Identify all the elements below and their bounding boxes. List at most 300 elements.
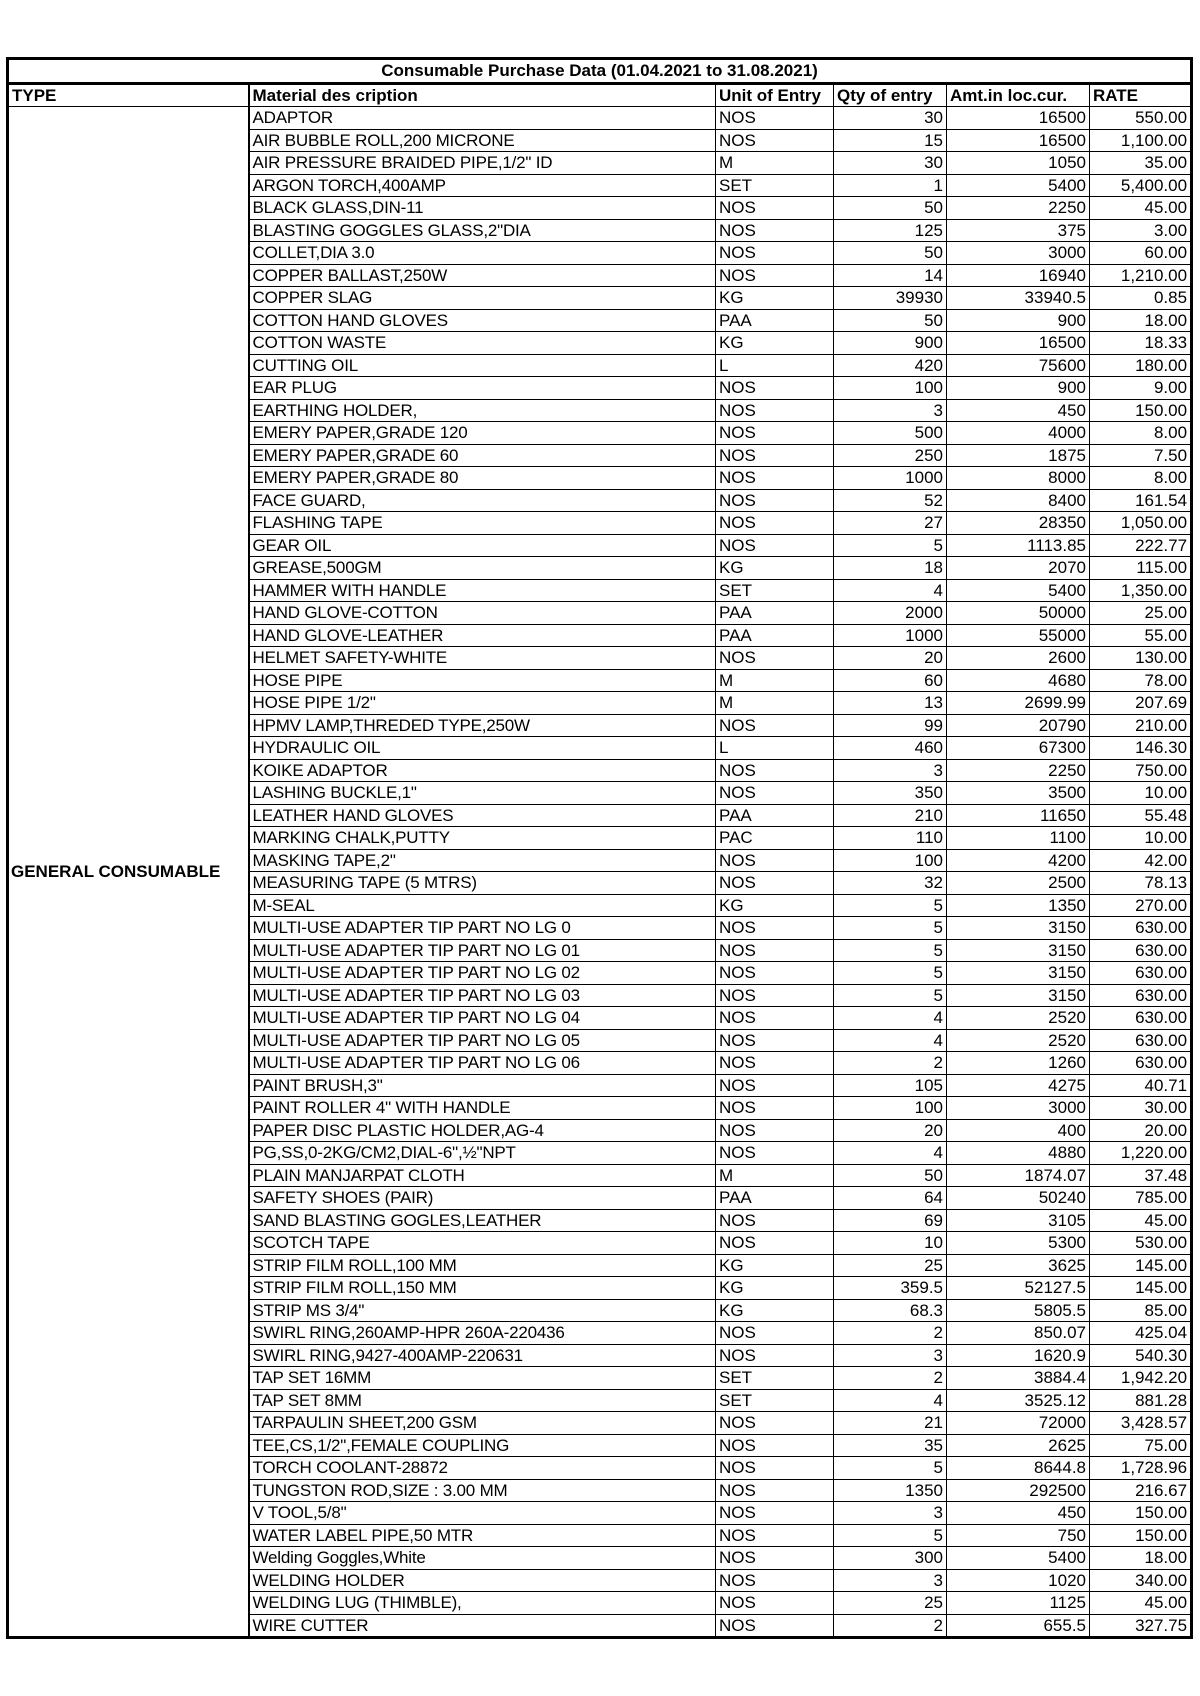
qty-cell: 52	[834, 489, 947, 512]
qty-cell: 125	[834, 219, 947, 242]
material-description-cell: MARKING CHALK,PUTTY	[249, 827, 716, 850]
rate-cell: 145.00	[1090, 1277, 1192, 1300]
qty-cell: 2	[834, 1614, 947, 1638]
unit-cell: NOS	[716, 512, 834, 535]
unit-cell: NOS	[716, 242, 834, 265]
material-description-cell: MEASURING TAPE (5 MTRS)	[249, 872, 716, 895]
qty-cell: 3	[834, 1344, 947, 1367]
amount-cell: 450	[947, 1502, 1090, 1525]
rate-cell: 145.00	[1090, 1254, 1192, 1277]
amount-cell: 52127.5	[947, 1277, 1090, 1300]
rate-cell: 630.00	[1090, 939, 1192, 962]
header-row	[8, 83, 1192, 107]
qty-cell: 5	[834, 984, 947, 1007]
unit-cell: PAA	[716, 1187, 834, 1210]
material-description-cell: HELMET SAFETY-WHITE	[249, 647, 716, 670]
material-description-cell: TARPAULIN SHEET,200 GSM	[249, 1412, 716, 1435]
unit-cell: NOS	[716, 1479, 834, 1502]
amount-cell: 3150	[947, 939, 1090, 962]
rate-cell: 340.00	[1090, 1569, 1192, 1592]
rate-cell: 1,942.20	[1090, 1367, 1192, 1390]
rate-cell: 150.00	[1090, 399, 1192, 422]
qty-cell: 359.5	[834, 1277, 947, 1300]
amount-cell: 2070	[947, 557, 1090, 580]
rate-cell: 85.00	[1090, 1299, 1192, 1322]
unit-cell: NOS	[716, 1344, 834, 1367]
rate-cell: 207.69	[1090, 692, 1192, 715]
material-description-cell: HOSE PIPE	[249, 669, 716, 692]
material-description-cell: TORCH COOLANT-28872	[249, 1457, 716, 1480]
amount-cell: 1100	[947, 827, 1090, 850]
amount-cell: 5805.5	[947, 1299, 1090, 1322]
material-description-cell: SAFETY SHOES (PAIR)	[249, 1187, 716, 1210]
amount-cell: 750	[947, 1524, 1090, 1547]
rate-cell: 40.71	[1090, 1074, 1192, 1097]
amount-cell: 8400	[947, 489, 1090, 512]
qty-cell: 4	[834, 1029, 947, 1052]
rate-cell: 270.00	[1090, 894, 1192, 917]
rate-cell: 0.85	[1090, 287, 1192, 310]
unit-cell: NOS	[716, 534, 834, 557]
rate-cell: 55.00	[1090, 624, 1192, 647]
table-row	[8, 107, 1192, 130]
rate-cell: 630.00	[1090, 962, 1192, 985]
qty-cell: 1000	[834, 624, 947, 647]
type-cell: GENERAL CONSUMABLE	[8, 107, 249, 1638]
header-type: TYPE	[8, 83, 249, 107]
qty-cell: 420	[834, 354, 947, 377]
qty-cell: 210	[834, 804, 947, 827]
unit-cell: NOS	[716, 444, 834, 467]
qty-cell: 30	[834, 107, 947, 130]
qty-cell: 5	[834, 1457, 947, 1480]
material-description-cell: PAINT ROLLER 4" WITH HANDLE	[249, 1097, 716, 1120]
material-description-cell: EMERY PAPER,GRADE 60	[249, 444, 716, 467]
qty-cell: 4	[834, 1389, 947, 1412]
material-description-cell: HAMMER WITH HANDLE	[249, 579, 716, 602]
rate-cell: 18.00	[1090, 309, 1192, 332]
unit-cell: NOS	[716, 399, 834, 422]
amount-cell: 1620.9	[947, 1344, 1090, 1367]
rate-cell: 1,728.96	[1090, 1457, 1192, 1480]
amount-cell: 2500	[947, 872, 1090, 895]
header-qty-of-entry: Qty of entry	[834, 83, 947, 107]
unit-cell: NOS	[716, 107, 834, 130]
amount-cell: 5400	[947, 1547, 1090, 1570]
material-description-cell: FACE GUARD,	[249, 489, 716, 512]
rate-cell: 550.00	[1090, 107, 1192, 130]
material-description-cell: HAND GLOVE-LEATHER	[249, 624, 716, 647]
qty-cell: 350	[834, 782, 947, 805]
amount-cell: 292500	[947, 1479, 1090, 1502]
rate-cell: 146.30	[1090, 737, 1192, 760]
qty-cell: 110	[834, 827, 947, 850]
unit-cell: SET	[716, 1389, 834, 1412]
amount-cell: 11650	[947, 804, 1090, 827]
unit-cell: NOS	[716, 1614, 834, 1638]
material-description-cell: EARTHING HOLDER,	[249, 399, 716, 422]
rate-cell: 5,400.00	[1090, 174, 1192, 197]
material-description-cell: SCOTCH TAPE	[249, 1232, 716, 1255]
qty-cell: 50	[834, 242, 947, 265]
unit-cell: NOS	[716, 1412, 834, 1435]
amount-cell: 655.5	[947, 1614, 1090, 1638]
amount-cell: 900	[947, 309, 1090, 332]
material-description-cell: TUNGSTON ROD,SIZE : 3.00 MM	[249, 1479, 716, 1502]
qty-cell: 60	[834, 669, 947, 692]
amount-cell: 2250	[947, 197, 1090, 220]
material-description-cell: MASKING TAPE,2"	[249, 849, 716, 872]
qty-cell: 5	[834, 894, 947, 917]
table-body	[8, 107, 1192, 1638]
qty-cell: 10	[834, 1232, 947, 1255]
rate-cell: 216.67	[1090, 1479, 1192, 1502]
qty-cell: 39930	[834, 287, 947, 310]
qty-cell: 25	[834, 1254, 947, 1277]
qty-cell: 68.3	[834, 1299, 947, 1322]
material-description-cell: HAND GLOVE-COTTON	[249, 602, 716, 625]
unit-cell: NOS	[716, 422, 834, 445]
material-description-cell: GREASE,500GM	[249, 557, 716, 580]
material-description-cell: SWIRL RING,9427-400AMP-220631	[249, 1344, 716, 1367]
material-description-cell: COPPER SLAG	[249, 287, 716, 310]
amount-cell: 3525.12	[947, 1389, 1090, 1412]
rate-cell: 750.00	[1090, 759, 1192, 782]
qty-cell: 13	[834, 692, 947, 715]
rate-cell: 630.00	[1090, 1029, 1192, 1052]
qty-cell: 3	[834, 759, 947, 782]
amount-cell: 16500	[947, 107, 1090, 130]
rate-cell: 150.00	[1090, 1524, 1192, 1547]
qty-cell: 900	[834, 332, 947, 355]
qty-cell: 250	[834, 444, 947, 467]
unit-cell: PAA	[716, 309, 834, 332]
header-amount: Amt.in loc.cur.	[947, 83, 1090, 107]
amount-cell: 16940	[947, 264, 1090, 287]
material-description-cell: LEATHER HAND GLOVES	[249, 804, 716, 827]
header-unit-of-entry: Unit of Entry	[716, 83, 834, 107]
unit-cell: PAA	[716, 602, 834, 625]
unit-cell: NOS	[716, 264, 834, 287]
unit-cell: NOS	[716, 377, 834, 400]
qty-cell: 35	[834, 1434, 947, 1457]
qty-cell: 5	[834, 534, 947, 557]
amount-cell: 5400	[947, 174, 1090, 197]
amount-cell: 16500	[947, 129, 1090, 152]
material-description-cell: HOSE PIPE 1/2"	[249, 692, 716, 715]
unit-cell: NOS	[716, 1074, 834, 1097]
material-description-cell: Welding Goggles,White	[249, 1547, 716, 1570]
qty-cell: 2	[834, 1322, 947, 1345]
unit-cell: NOS	[716, 759, 834, 782]
rate-cell: 10.00	[1090, 782, 1192, 805]
rate-cell: 150.00	[1090, 1502, 1192, 1525]
material-description-cell: MULTI-USE ADAPTER TIP PART NO LG 0	[249, 917, 716, 940]
amount-cell: 4200	[947, 849, 1090, 872]
rate-cell: 42.00	[1090, 849, 1192, 872]
qty-cell: 50	[834, 1164, 947, 1187]
material-description-cell: AIR BUBBLE ROLL,200 MICRONE	[249, 129, 716, 152]
unit-cell: NOS	[716, 1592, 834, 1615]
qty-cell: 20	[834, 1119, 947, 1142]
material-description-cell: FLASHING TAPE	[249, 512, 716, 535]
unit-cell: NOS	[716, 1569, 834, 1592]
material-description-cell: ADAPTOR	[249, 107, 716, 130]
rate-cell: 78.13	[1090, 872, 1192, 895]
amount-cell: 50240	[947, 1187, 1090, 1210]
unit-cell: M	[716, 152, 834, 175]
rate-cell: 425.04	[1090, 1322, 1192, 1345]
qty-cell: 3	[834, 1569, 947, 1592]
material-description-cell: COTTON WASTE	[249, 332, 716, 355]
unit-cell: L	[716, 354, 834, 377]
unit-cell: NOS	[716, 1232, 834, 1255]
qty-cell: 50	[834, 309, 947, 332]
material-description-cell: MULTI-USE ADAPTER TIP PART NO LG 02	[249, 962, 716, 985]
rate-cell: 115.00	[1090, 557, 1192, 580]
amount-cell: 1113.85	[947, 534, 1090, 557]
material-description-cell: PLAIN MANJARPAT CLOTH	[249, 1164, 716, 1187]
material-description-cell: COPPER BALLAST,250W	[249, 264, 716, 287]
rate-cell: 45.00	[1090, 1209, 1192, 1232]
amount-cell: 33940.5	[947, 287, 1090, 310]
qty-cell: 21	[834, 1412, 947, 1435]
unit-cell: NOS	[716, 1097, 834, 1120]
rate-cell: 30.00	[1090, 1097, 1192, 1120]
amount-cell: 1874.07	[947, 1164, 1090, 1187]
amount-cell: 67300	[947, 737, 1090, 760]
amount-cell: 1020	[947, 1569, 1090, 1592]
rate-cell: 1,100.00	[1090, 129, 1192, 152]
unit-cell: NOS	[716, 1029, 834, 1052]
qty-cell: 1350	[834, 1479, 947, 1502]
unit-cell: NOS	[716, 984, 834, 1007]
unit-cell: NOS	[716, 1434, 834, 1457]
unit-cell: NOS	[716, 1007, 834, 1030]
rate-cell: 881.28	[1090, 1389, 1192, 1412]
amount-cell: 3105	[947, 1209, 1090, 1232]
amount-cell: 50000	[947, 602, 1090, 625]
material-description-cell: V TOOL,5/8"	[249, 1502, 716, 1525]
material-description-cell: WIRE CUTTER	[249, 1614, 716, 1638]
rate-cell: 630.00	[1090, 917, 1192, 940]
unit-cell: KG	[716, 1254, 834, 1277]
qty-cell: 3	[834, 1502, 947, 1525]
amount-cell: 2625	[947, 1434, 1090, 1457]
amount-cell: 8644.8	[947, 1457, 1090, 1480]
unit-cell: SET	[716, 1367, 834, 1390]
unit-cell: PAA	[716, 804, 834, 827]
material-description-cell: EAR PLUG	[249, 377, 716, 400]
material-description-cell: SAND BLASTING GOGLES,LEATHER	[249, 1209, 716, 1232]
material-description-cell: TEE,CS,1/2",FEMALE COUPLING	[249, 1434, 716, 1457]
rate-cell: 7.50	[1090, 444, 1192, 467]
rate-cell: 3.00	[1090, 219, 1192, 242]
amount-cell: 3884.4	[947, 1367, 1090, 1390]
qty-cell: 25	[834, 1592, 947, 1615]
rate-cell: 25.00	[1090, 602, 1192, 625]
amount-cell: 2699.99	[947, 692, 1090, 715]
rate-cell: 18.00	[1090, 1547, 1192, 1570]
amount-cell: 55000	[947, 624, 1090, 647]
rate-cell: 20.00	[1090, 1119, 1192, 1142]
rate-cell: 327.75	[1090, 1614, 1192, 1638]
rate-cell: 1,220.00	[1090, 1142, 1192, 1165]
material-description-cell: EMERY PAPER,GRADE 80	[249, 467, 716, 490]
rate-cell: 540.30	[1090, 1344, 1192, 1367]
rate-cell: 45.00	[1090, 197, 1192, 220]
rate-cell: 630.00	[1090, 984, 1192, 1007]
material-description-cell: WELDING LUG (THIMBLE),	[249, 1592, 716, 1615]
material-description-cell: MULTI-USE ADAPTER TIP PART NO LG 05	[249, 1029, 716, 1052]
material-description-cell: PAPER DISC PLASTIC HOLDER,AG-4	[249, 1119, 716, 1142]
rate-cell: 45.00	[1090, 1592, 1192, 1615]
material-description-cell: PAINT BRUSH,3"	[249, 1074, 716, 1097]
unit-cell: NOS	[716, 917, 834, 940]
unit-cell: KG	[716, 1277, 834, 1300]
material-description-cell: BLASTING GOGGLES GLASS,2"DIA	[249, 219, 716, 242]
unit-cell: NOS	[716, 1502, 834, 1525]
consumable-purchase-table	[6, 57, 1193, 1639]
unit-cell: PAC	[716, 827, 834, 850]
unit-cell: NOS	[716, 1322, 834, 1345]
amount-cell: 900	[947, 377, 1090, 400]
material-description-cell: AIR PRESSURE BRAIDED PIPE,1/2" ID	[249, 152, 716, 175]
material-description-cell: MULTI-USE ADAPTER TIP PART NO LG 06	[249, 1052, 716, 1075]
rate-cell: 8.00	[1090, 467, 1192, 490]
qty-cell: 50	[834, 197, 947, 220]
rate-cell: 3,428.57	[1090, 1412, 1192, 1435]
material-description-cell: MULTI-USE ADAPTER TIP PART NO LG 04	[249, 1007, 716, 1030]
material-description-cell: EMERY PAPER,GRADE 120	[249, 422, 716, 445]
unit-cell: L	[716, 737, 834, 760]
rate-cell: 210.00	[1090, 714, 1192, 737]
qty-cell: 20	[834, 647, 947, 670]
material-description-cell: HYDRAULIC OIL	[249, 737, 716, 760]
material-description-cell: MULTI-USE ADAPTER TIP PART NO LG 01	[249, 939, 716, 962]
material-description-cell: GEAR OIL	[249, 534, 716, 557]
qty-cell: 2	[834, 1052, 947, 1075]
qty-cell: 2	[834, 1367, 947, 1390]
unit-cell: NOS	[716, 1547, 834, 1570]
header-material-description: Material des cription	[249, 83, 716, 107]
rate-cell: 60.00	[1090, 242, 1192, 265]
unit-cell: NOS	[716, 849, 834, 872]
unit-cell: NOS	[716, 1457, 834, 1480]
amount-cell: 400	[947, 1119, 1090, 1142]
rate-cell: 1,350.00	[1090, 579, 1192, 602]
unit-cell: M	[716, 692, 834, 715]
qty-cell: 64	[834, 1187, 947, 1210]
unit-cell: M	[716, 1164, 834, 1187]
amount-cell: 5300	[947, 1232, 1090, 1255]
unit-cell: NOS	[716, 1209, 834, 1232]
material-description-cell: ARGON TORCH,400AMP	[249, 174, 716, 197]
rate-cell: 222.77	[1090, 534, 1192, 557]
amount-cell: 850.07	[947, 1322, 1090, 1345]
amount-cell: 1125	[947, 1592, 1090, 1615]
qty-cell: 4	[834, 579, 947, 602]
amount-cell: 3000	[947, 242, 1090, 265]
unit-cell: SET	[716, 579, 834, 602]
unit-cell: NOS	[716, 489, 834, 512]
amount-cell: 4680	[947, 669, 1090, 692]
amount-cell: 3625	[947, 1254, 1090, 1277]
rate-cell: 130.00	[1090, 647, 1192, 670]
rate-cell: 18.33	[1090, 332, 1192, 355]
qty-cell: 99	[834, 714, 947, 737]
unit-cell: NOS	[716, 872, 834, 895]
unit-cell: NOS	[716, 782, 834, 805]
qty-cell: 15	[834, 129, 947, 152]
rate-cell: 1,050.00	[1090, 512, 1192, 535]
amount-cell: 75600	[947, 354, 1090, 377]
rate-cell: 8.00	[1090, 422, 1192, 445]
amount-cell: 1875	[947, 444, 1090, 467]
rate-cell: 55.48	[1090, 804, 1192, 827]
qty-cell: 3	[834, 399, 947, 422]
material-description-cell: BLACK GLASS,DIN-11	[249, 197, 716, 220]
unit-cell: NOS	[716, 219, 834, 242]
material-description-cell: HPMV LAMP,THREDED TYPE,250W	[249, 714, 716, 737]
unit-cell: KG	[716, 287, 834, 310]
amount-cell: 4000	[947, 422, 1090, 445]
rate-cell: 1,210.00	[1090, 264, 1192, 287]
amount-cell: 16500	[947, 332, 1090, 355]
amount-cell: 4275	[947, 1074, 1090, 1097]
material-description-cell: LASHING BUCKLE,1"	[249, 782, 716, 805]
qty-cell: 100	[834, 1097, 947, 1120]
material-description-cell: COTTON HAND GLOVES	[249, 309, 716, 332]
amount-cell: 4880	[947, 1142, 1090, 1165]
amount-cell: 3150	[947, 917, 1090, 940]
amount-cell: 2520	[947, 1029, 1090, 1052]
unit-cell: NOS	[716, 1142, 834, 1165]
amount-cell: 8000	[947, 467, 1090, 490]
amount-cell: 3150	[947, 984, 1090, 1007]
qty-cell: 100	[834, 377, 947, 400]
qty-cell: 69	[834, 1209, 947, 1232]
material-description-cell: WATER LABEL PIPE,50 MTR	[249, 1524, 716, 1547]
rate-cell: 78.00	[1090, 669, 1192, 692]
unit-cell: NOS	[716, 714, 834, 737]
amount-cell: 2600	[947, 647, 1090, 670]
material-description-cell: KOIKE ADAPTOR	[249, 759, 716, 782]
qty-cell: 500	[834, 422, 947, 445]
material-description-cell: SWIRL RING,260AMP-HPR 260A-220436	[249, 1322, 716, 1345]
amount-cell: 3500	[947, 782, 1090, 805]
amount-cell: 28350	[947, 512, 1090, 535]
unit-cell: M	[716, 669, 834, 692]
amount-cell: 20790	[947, 714, 1090, 737]
qty-cell: 4	[834, 1142, 947, 1165]
rate-cell: 630.00	[1090, 1007, 1192, 1030]
unit-cell: NOS	[716, 129, 834, 152]
qty-cell: 18	[834, 557, 947, 580]
material-description-cell: STRIP MS 3/4"	[249, 1299, 716, 1322]
qty-cell: 30	[834, 152, 947, 175]
unit-cell: NOS	[716, 1119, 834, 1142]
amount-cell: 450	[947, 399, 1090, 422]
unit-cell: KG	[716, 1299, 834, 1322]
rate-cell: 180.00	[1090, 354, 1192, 377]
qty-cell: 100	[834, 849, 947, 872]
qty-cell: 460	[834, 737, 947, 760]
amount-cell: 72000	[947, 1412, 1090, 1435]
unit-cell: NOS	[716, 1052, 834, 1075]
qty-cell: 27	[834, 512, 947, 535]
qty-cell: 1000	[834, 467, 947, 490]
